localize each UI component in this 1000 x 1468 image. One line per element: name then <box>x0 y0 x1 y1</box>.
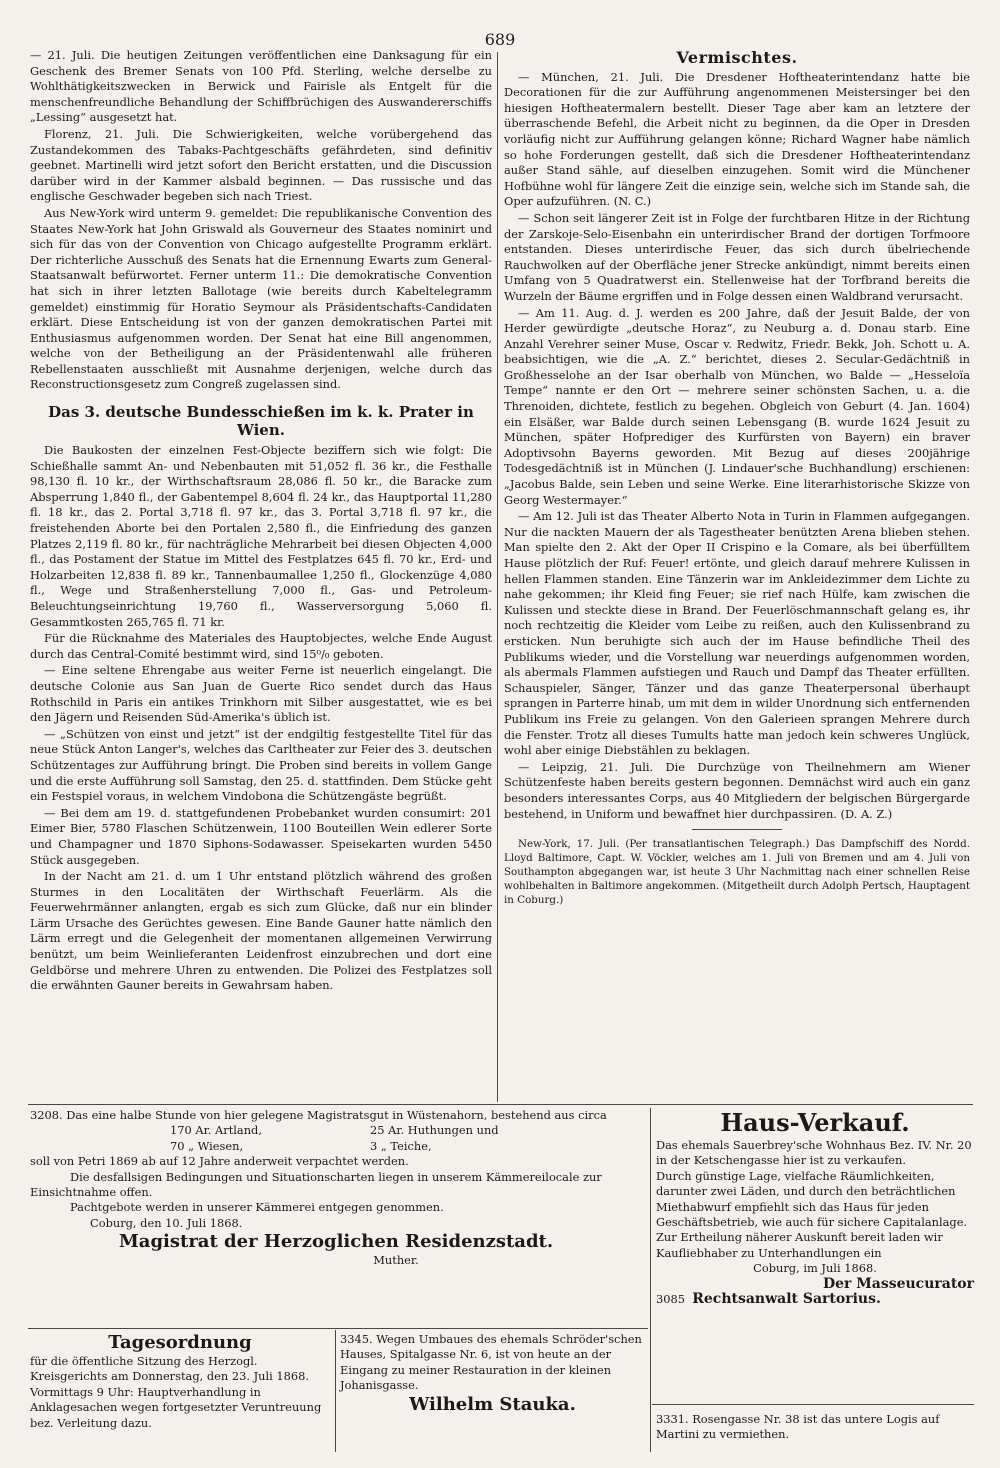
news-paragraph: — Schon seit längerer Zeit ist in Folge der furchtbaren Hitze in der Richtung der Zarskoje-Selo-Eisenbahn ein unterirdischer Brand der dortigen Torfmoore entstanden. Dieses unterirdische Feuer, das sich durch übelriechende Rauchwolken auf der Oberfläche jener Strecke ankündigt, nimmt bereits einen Umfang von 5 Quadratwerst ein. Stellenweise hat der Torfbrand bereits die Wurzeln der Bäume ergriffen und in Folge dessen einen Waldbrand verursacht. <box>504 210 970 303</box>
ad-signature: Rechtsanwalt Sartorius. <box>692 1291 881 1308</box>
ad-restauration <box>340 1332 645 1416</box>
ad-divider <box>335 1330 336 1452</box>
ad-number: 3085 <box>656 1292 685 1307</box>
telegram-paragraph: New-York, 17. Juli. (Per transatlantischen Telegraph.) Das Dampfschiff des Nordd. Lloyd Baltimore, Capt. W. Vöckler, welches am 1. Juli von Bremen und am 4. Juli von Southampton abgegangen war, ist heute 3 Uhr Nachmittag nach einer schnellen Reise wohlbehalten in Baltimore angekommen. (Mitgetheilt durch Adolph Pertsch, Hauptagent in Coburg.) <box>504 838 970 907</box>
column-divider <box>497 52 498 1102</box>
ad-signature: Wilhelm Stauka. <box>409 1393 576 1415</box>
ad-intro: 3208. Das eine halbe Stunde von hier gelegene Magistratsgut in Wüstenahorn, bestehend aus circa <box>30 1108 607 1122</box>
article-paragraph: — Eine seltene Ehrengabe aus weiter Ferne ist neuerlich eingelangt. Die deutsche Colonie aus San Juan de Guerte Rico sendet durch das Haus Rothschild in Paris ein antikes Trinkhorn mit Silber ausgestattet, wie es bei den Jägern und Reisenden Süd-Amerika's üblich ist. <box>30 663 492 725</box>
news-paragraph: — Am 12. Juli ist das Theater Alberto Nota in Turin in Flammen aufgegangen. Nur die nackten Mauern der als Tagestheater benützten Arena blieben stehen. Man spielte den 2. Akt der Oper II Crispino e la Comare, als bei überfülltem Hause plötzlich der Ruf: Feuer! ertönte, und gleich darauf mehrere Kulissen in hellen Flammen standen. Eine Tänzerin war im Ankleidezimmer dem Lichte zu nahe gekommen; ihr Kleid fing Feuer; sie rief nach Hülfe, kam zwischen die Kulissen und steckte diese in Brand. Der Feuerlöschmannschaft gelang es, ihr noch rechtzeitig die Kleider vom Leibe zu reißen, auch den Kulissenbrand zu ersticken. Nun beruhigte sich auch der im Hause befindliche Theil des Publikums wieder, und die Vorstellung war neuerdings aufgenommen worden, als abermals Flammen aufstiegen und Rauch und Dampf das Theater erfüllten. Schauspieler, Sänger, Tänzer und das ganze Theaterpersonal überhaupt sprangen in Parterre hinab, um mit dem in wilder Unordnung sich entfernenden Publikum ins Freie zu gelangen. Von den Galerieen sprangen Mehrere durch die Fenster. Trotz all dieses Tumults hatte man jedoch kein schweres Unglück, wohl aber einige Diebstählen zu beklagen. <box>504 509 970 758</box>
news-paragraph: — Leipzig, 21. Juli. Die Durchzüge von Theilnehmern am Wiener Schützenfeste haben bereits gestern begonnen. Demnächst wird auch ein ganz besonders interessantes Corps, aus 40 Mitgliedern der belgischen Bürgergarde bestehend, in Uniform und bewaffnet hier durchpassiren. (D. A. Z.) <box>504 759 970 821</box>
land-item: 170 Ar. Artland, <box>170 1123 262 1138</box>
ad-text: Pachtgebote werden in unserer Kämmerei entgegen genommen. <box>70 1200 444 1215</box>
news-paragraph: — 21. Juli. Die heutigen Zeitungen veröffentlichen eine Danksagung für ein Geschenk des Bremer Senats von 100 Pfd. Sterling, welche derselbe zu Wohlthätigkeitszwecken in Berwick und Fairisle als Entgelt für die menschenfreundliche Behandlung der Schiffbrüchigen des Auswandererschiffs „Lessing“ ausgesetzt hat. <box>30 48 492 125</box>
ad-text: 3331. Rosengasse Nr. 38 ist das untere Logis auf Martini zu vermiethen. <box>656 1412 940 1442</box>
news-paragraph: — München, 21. Juli. Die Dresdener Hoftheaterintendanz hatte bie Decorationen für die zur Aufführung angenommenen Meistersinger bei den hiesigen Hoftheatermalern bestellt. Dieser Tage aber kam an letztere der überraschende Befehl, die Arbeit nicht zu beginnen, da die Oper in Dresden vorläufig nicht zur Aufführung gelangen könne; Richard Wagner habe nämlich so hohe Forderungen gestellt, daß sich die Dresdener Hoftheaterintendanz außer Stand sähle, auf dieselben einzugehen. Somit wird die Münchener Hofbühne wohl für längere Zeit die einzige sein, welche sich im Stande sah, die Oper aufzuführen. (N. C.) <box>504 69 970 209</box>
ad-date: Coburg, den 10. Juli 1868. <box>90 1215 243 1230</box>
ad-hausverkauf <box>656 1108 974 1307</box>
short-divider <box>692 829 782 830</box>
ad-text: soll von Petri 1869 ab auf 12 Jahre anderweit verpachtet werden. <box>30 1154 409 1169</box>
news-paragraph: Aus New-York wird unterm 9. gemeldet: Die republikanische Convention des Staates New-York hat John Griswald als Gouverneur des Staates nominirt und sich für das von der Convention von Chicago aufgestellte Programm erklärt. Der richterliche Ausschuß des Senats hat die Ernennung Ewarts zum General-Staatsanwalt befürwortet. Ferner unterm 11.: Die demokratische Convention hat sich in ihrer letzten Ballotage (wie bereits durch Kabeltelegramm gemeldet) einstimmig für Horatio Seymour als Präsidentschafts-Candidaten erklärt. Diese Entscheidung ist von der ganzen demokratischen Partei mit Enthusiasmus aufgenommen worden. Der Senat hat eine Bill angenommen, welche von der Betheiligung an der Präsidentenwahl alle früheren Rebellenstaaten ausschließt mit Ausnahme derjenigen, welche durch das Reconstructionsgesetz zum Congreß zugelassen sind. <box>30 205 492 392</box>
ad-text: Das ehemals Sauerbrey'sche Wohnhaus Bez. IV. Nr. 20 in der Ketschengasse hier ist zu verkaufen. <box>656 1138 972 1168</box>
section-title: Vermischtes. <box>676 48 798 67</box>
article-paragraph: In der Nacht am 21. d. um 1 Uhr entstand plötzlich während des großen Sturmes in den Localitäten der Wirthschaft Feuerlärm. Als die Feuerwehrmänner anlangten, ergab es sich zum Glücke, daß nur ein blinder Lärm Ursache des Gerüchtes gewesen. Eine Bande Gauner hatte nämlich den Lärm erregt und die Gelegenheit der momentanen allgemeinen Verwirrung benützt, um beim Weinlieferanten Leidenfrost einzubrechen und dort eine Geldbörse und mehrere Uhren zu entwenden. Die Polizei des Festplatzes soll die erwähnten Gauner bereits in Gewahrsam haben. <box>30 869 492 993</box>
article-title: Das 3. deutsche Bundesschießen im k. k. Prater in Wien. <box>48 403 474 440</box>
ad-magistratsgut <box>30 1108 642 1269</box>
ads-divider <box>28 1104 973 1105</box>
ad-date: Coburg, im Juli 1868. <box>753 1261 877 1276</box>
land-list <box>30 1123 642 1138</box>
ad-text: Zur Ertheilung näherer Auskunft bereit laden wir Kaufliebhaber zu Unterhandlungen ein <box>656 1230 943 1260</box>
ad-text: Die desfallsigen Bedingungen und Situationscharten liegen in unserem Kämmereilocale zur Einsichtnahme offen. <box>30 1169 602 1200</box>
ad-signature: Magistrat der Herzoglichen Residenzstadt. <box>118 1231 554 1253</box>
news-paragraph: Florenz, 21. Juli. Die Schwierigkeiten, welche vorübergehend das Zustandekommen des Tabaks-Pachtgeschäfts gefährdeten, sind definitiv geebnet. Martinelli wird jetzt sofort den Bericht erstatten, und die Discussion darüber wird in der Kammer alsbald beginnen. — Das russische und das englische Geschwader begeben sich nach Triest. <box>30 126 492 204</box>
ad-signature-title: Der Masseucurator <box>822 1275 974 1292</box>
ad-text: für die öffentliche Sitzung des Herzogl. Kreisgerichts am Donnerstag, den 23. Juli 1868. Vormittags 9 Uhr: Hauptverhandlung in Anklagesachen wegen fortgesetzter Veruntreuung bez. Verleitung dazu. <box>30 1354 322 1430</box>
ad-divider <box>28 1328 648 1329</box>
article-paragraph: — „Schützen von einst und jetzt“ ist der endgiltig festgestellte Titel für das neue Stück Anton Langer's, welches das Carltheater zur Feier des 3. deutschen Schützentages zur Aufführung bringt. Die Proben sind bereits in vollem Gange und die erste Aufführung soll Samstag, den 25. d. stattfinden. Dem Stücke geht ein Festspiel voraus, in welchem Vindobona die Schützengäste begrüßt. <box>30 726 492 804</box>
land-list <box>30 1139 642 1154</box>
land-item: 3 „ Teiche, <box>370 1138 432 1153</box>
article-paragraph: Für die Rücknahme des Materiales des Hauptobjectes, welche Ende August durch das Central-Comité bestimmt wird, sind 15⁰/₀ geboten. <box>30 631 492 661</box>
land-item: 70 „ Wiesen, <box>170 1138 244 1153</box>
left-column <box>30 48 492 995</box>
right-column <box>504 48 970 908</box>
article-paragraph: Die Baukosten der einzelnen Fest-Objecte beziffern sich wie folgt: Die Schießhalle sammt An- und Nebenbauten mit 51,052 fl. 36 kr., die Festhalle 98,130 fl. 10 kr., der Wirthschaftsraum 28,086 fl. 50 kr., die Baracke zum Absperrung 1,840 fl., der Gabentempel 8,604 fl. 24 kr., das Hauptportal 11,280 fl. 18 kr., das 2. Portal 3,718 fl. 97 kr., das 3. Portal 3,718 fl. 97 kr., die freistehenden Aborte bei den Portalen 2,580 fl., die Einfriedung des ganzen Platzes 2,119 fl. 80 kr., für nachträgliche Mehrarbeit bei diesen Objecten 4,000 fl., das Postament der Statue im Mittel des Festplatzes 645 fl. 70 kr., Erd- und Holzarbeiten 12,838 fl. 89 kr., Tannenbaumallee 1,250 fl., Glockenzüge 4,080 fl., Wege und Straßenherstellung 7,000 fl., Gas- und Petroleum-Beleuchtungseinrichtung 19,760 fl., Wasserversorgung 5,060 fl. Gesammtkosten 265,765 fl. 71 kr. <box>30 443 492 629</box>
ad-signer: Muther. <box>373 1253 419 1268</box>
ad-text: Durch günstige Lage, vielfache Räumlichkeiten, darunter zwei Läden, und durch den beträchtlichen Miethabwurf empfiehlt sich das Haus für jeden Geschäftsbetrieb, wie auch für sichere Capitalanlage. <box>656 1168 968 1230</box>
ad-title: Haus-Verkauf. <box>720 1108 910 1137</box>
ad-text: 3345. Wegen Umbaues des ehemals Schröder'schen Hauses, Spitalgasse Nr. 6, ist von heute an der Eingang zu meiner Restauration in der kleinen Johanisgasse. <box>340 1332 642 1393</box>
page-number: 689 <box>484 30 516 49</box>
ad-rosengasse <box>656 1412 974 1443</box>
ad-signature-line <box>656 1292 974 1307</box>
article-paragraph: — Bei dem am 19. d. stattgefundenen Probebanket wurden consumirt: 201 Eimer Bier, 5780 Flaschen Schützenwein, 1100 Bouteillen Wein edlerer Sorte und Champagner und 1870 Siphons-Sodawasser. Speisekarten wurden 5450 Stück ausgegeben. <box>30 805 492 867</box>
ad-divider <box>652 1404 974 1405</box>
ad-tagesordnung <box>30 1332 330 1431</box>
land-item: 25 Ar. Huthungen und <box>370 1123 499 1138</box>
news-paragraph: — Am 11. Aug. d. J. werden es 200 Jahre, daß der Jesuit Balde, der von Herder gewürdigte „deutsche Horaz“, zu Neuburg a. d. Donau starb. Eine Anzahl Verehrer seiner Muse, Oscar v. Redwitz, Friedr. Bekk, Joh. Schott u. A. beabsichtigen, wie die „A. Z.“ berichtet, dieses 2. Secular-Gedächtniß in Großhesselohe an der Isar oberhalb von München, wo Balde — „Hesseloïa Tempe“ nannte er den Ort — mehrere seiner schönsten Sachen, u. a. die Threnoiden, dichtete, festlich zu begehen. Obgleich von Geburt (4. Jan. 1604) ein Elsäßer, war Balde durch seinen Lebensgang (B. wurde 1624 Jesuit zu München, später Hofprediger des Kurfürsten von Bayern) ein braver Adoptivsohn Bayerns geworden. Mit Bezug auf dieses 200jährige Todesgedächtniß ist in München (J. Lindauer'sche Buchhandlung) erschienen: „Jacobus Balde, sein Leben und seine Werke. Eine literarhistorische Skizze von Georg Westermayer.“ <box>504 305 970 507</box>
ad-divider <box>650 1108 651 1452</box>
ad-title: Tagesordnung <box>108 1332 252 1353</box>
